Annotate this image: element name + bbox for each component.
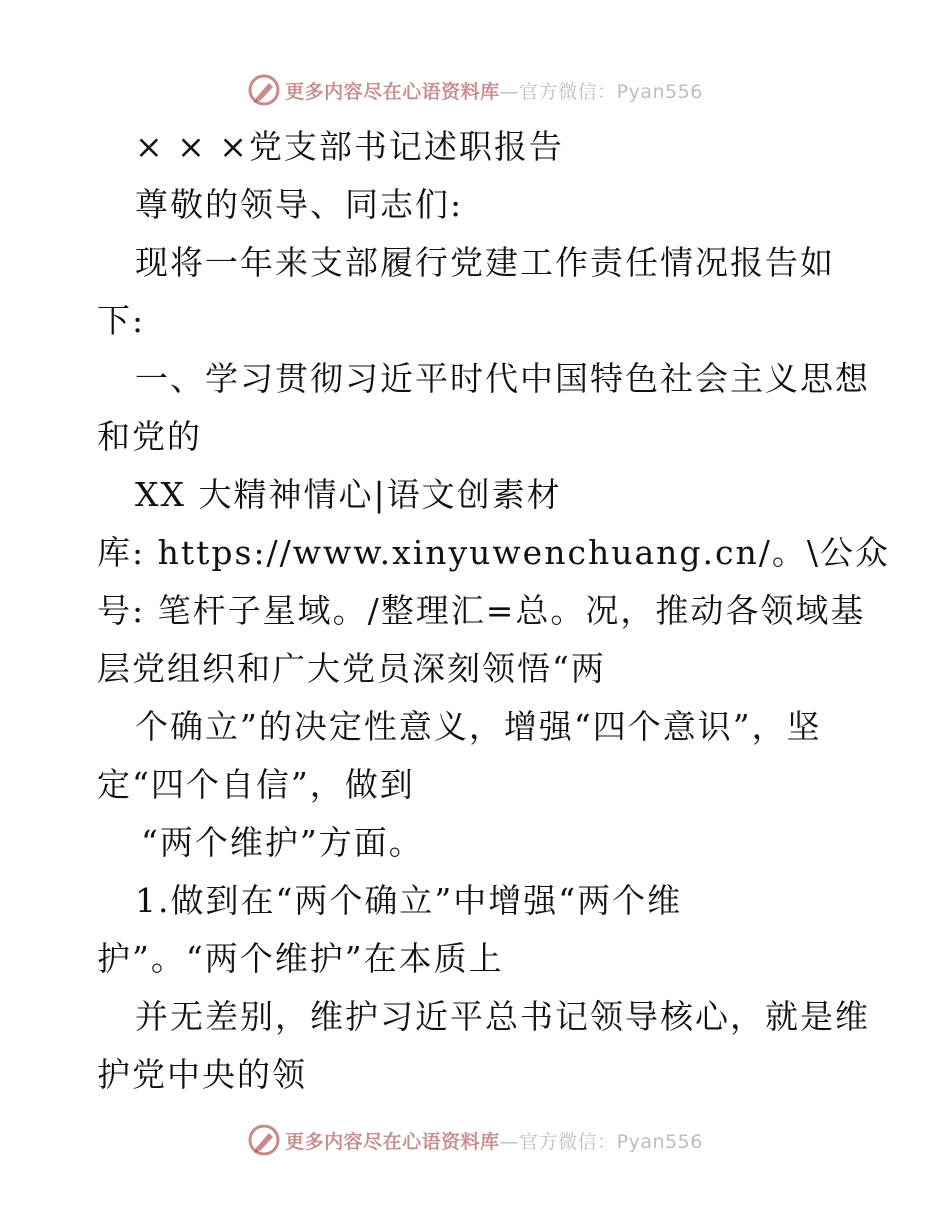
watermark-dash: — [499, 80, 520, 103]
watermark-text [285, 77, 703, 104]
header-watermark [0, 70, 950, 110]
subsection-heading: 1.做到在“两个确立”中增强“两个维 [135, 881, 683, 920]
document-title: × × ×党支部书记述职报告 [135, 127, 564, 166]
watermark-wechat: 官方微信：Pyan556 [519, 1130, 703, 1153]
paragraph-line: 定“四个自信”，做到 [97, 765, 415, 804]
watermark-site-name: 更多内容尽在心语资料库 [285, 1130, 500, 1153]
footer-watermark [0, 1120, 950, 1160]
paragraph-line: 下: [97, 301, 146, 340]
paragraph-line: 层党组织和广大党员深刻领悟“两 [97, 649, 606, 688]
paragraph-line: 现将一年来支部履行党建工作责任情况报告如 [135, 243, 835, 282]
watermark-wechat: 官方微信：Pyan556 [519, 80, 703, 103]
pen-logo-icon [247, 1123, 281, 1157]
pen-logo-icon [247, 73, 281, 107]
paragraph-line: 和党的 [97, 417, 202, 456]
watermark-text [285, 1127, 703, 1154]
watermark-site-name: 更多内容尽在心语资料库 [285, 80, 500, 103]
paragraph-line: 护”。“两个维护”在本质上 [97, 939, 504, 978]
salutation: 尊敬的领导、同志们: [135, 185, 464, 224]
paragraph-line: 个确立”的决定性意义，增强“四个意识”，坚 [135, 707, 822, 746]
paragraph-line: XX 大精神情心|语文创素材 [135, 475, 562, 514]
section-heading: 一、学习贯彻习近平时代中国特色社会主义思想 [135, 359, 870, 398]
paragraph-line: 护党中央的领 [97, 1055, 307, 1094]
paragraph-line: “两个维护”方面。 [141, 823, 424, 862]
paragraph-line: 库: https://www.xinyuwenchuang.cn/。\公众 [97, 533, 890, 572]
paragraph-line: 号: 笔杆子星域。/整理汇=总。况，推动各领域基 [97, 591, 866, 630]
paragraph-line: 并无差别，维护习近平总书记领导核心，就是维 [135, 997, 870, 1036]
document-body [97, 118, 890, 1104]
watermark-dash: — [499, 1130, 520, 1153]
